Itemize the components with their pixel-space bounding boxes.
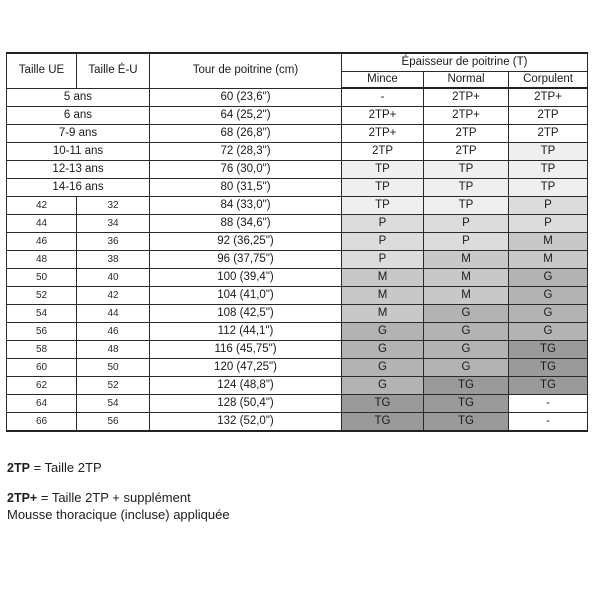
cell-us-size: 46 xyxy=(77,323,150,341)
cell-size-thin: G xyxy=(342,377,424,395)
cell-size-normal: 2TP xyxy=(424,143,509,161)
cell-chest: 68 (26,8") xyxy=(150,125,342,143)
cell-size-stout: G xyxy=(509,269,588,287)
cell-size-stout: TP xyxy=(509,179,588,197)
cell-us-size: 48 xyxy=(77,341,150,359)
cell-us-size: 38 xyxy=(77,251,150,269)
cell-eu-size: 56 xyxy=(7,323,77,341)
cell-chest: 96 (37,75") xyxy=(150,251,342,269)
cell-size-normal: TP xyxy=(424,197,509,215)
cell-size-thin: 2TP+ xyxy=(342,107,424,125)
cell-eu-size: 44 xyxy=(7,215,77,233)
cell-chest: 112 (44,1") xyxy=(150,323,342,341)
cell-size-stout: P xyxy=(509,197,588,215)
cell-size-normal: M xyxy=(424,269,509,287)
cell-size-normal: P xyxy=(424,233,509,251)
cell-chest: 92 (36,25") xyxy=(150,233,342,251)
cell-eu-size: 66 xyxy=(7,413,77,432)
table-row xyxy=(7,305,588,323)
table-row xyxy=(7,125,588,143)
cell-size-thin: TP xyxy=(342,179,424,197)
legend-2tp-text: = Taille 2TP xyxy=(33,460,102,475)
cell-eu-size: 52 xyxy=(7,287,77,305)
legend-2tp-plus-text: = Taille 2TP + supplément xyxy=(40,490,191,505)
cell-eu-size: 58 xyxy=(7,341,77,359)
cell-size-stout: 2TP xyxy=(509,107,588,125)
cell-size-normal: G xyxy=(424,323,509,341)
cell-age: 7-9 ans xyxy=(7,125,150,143)
cell-size-thin: 2TP xyxy=(342,143,424,161)
cell-size-stout: TG xyxy=(509,359,588,377)
cell-eu-size: 60 xyxy=(7,359,77,377)
cell-size-normal: G xyxy=(424,341,509,359)
cell-size-normal: G xyxy=(424,359,509,377)
cell-size-normal: P xyxy=(424,215,509,233)
cell-chest: 100 (39,4") xyxy=(150,269,342,287)
cell-us-size: 36 xyxy=(77,233,150,251)
cell-size-stout: 2TP+ xyxy=(509,88,588,107)
cell-chest: 128 (50,4") xyxy=(150,395,342,413)
cell-us-size: 56 xyxy=(77,413,150,432)
cell-chest: 116 (45,75") xyxy=(150,341,342,359)
cell-size-thin: M xyxy=(342,269,424,287)
table-row xyxy=(7,215,588,233)
cell-us-size: 34 xyxy=(77,215,150,233)
cell-chest: 80 (31,5") xyxy=(150,179,342,197)
cell-size-thin: - xyxy=(342,88,424,107)
cell-size-stout: TG xyxy=(509,377,588,395)
cell-size-stout: G xyxy=(509,287,588,305)
cell-size-stout: 2TP xyxy=(509,125,588,143)
cell-size-normal: TP xyxy=(424,161,509,179)
cell-size-stout: TG xyxy=(509,341,588,359)
table-row xyxy=(7,88,588,107)
cell-eu-size: 62 xyxy=(7,377,77,395)
cell-size-normal: TG xyxy=(424,377,509,395)
cell-size-stout: M xyxy=(509,233,588,251)
cell-chest: 88 (34,6") xyxy=(150,215,342,233)
table-row xyxy=(7,323,588,341)
table-row xyxy=(7,359,588,377)
table-row xyxy=(7,233,588,251)
table-row xyxy=(7,143,588,161)
cell-size-stout: TP xyxy=(509,161,588,179)
cell-size-stout: M xyxy=(509,251,588,269)
header-chest-thickness: Épaisseur de poitrine (T) xyxy=(342,53,588,72)
table-row xyxy=(7,197,588,215)
cell-us-size: 40 xyxy=(77,269,150,287)
legend-2tp-plus-code: 2TP+ xyxy=(7,491,38,505)
cell-chest: 132 (52,0") xyxy=(150,413,342,432)
table-row xyxy=(7,341,588,359)
cell-size-stout: TP xyxy=(509,143,588,161)
cell-size-thin: G xyxy=(342,341,424,359)
header-us-size: Taille É-U xyxy=(77,53,150,88)
cell-size-normal: 2TP xyxy=(424,125,509,143)
size-chart-table xyxy=(6,52,588,432)
cell-size-thin: TG xyxy=(342,413,424,432)
table-row xyxy=(7,377,588,395)
cell-size-normal: 2TP+ xyxy=(424,107,509,125)
header-eu-size: Taille UE xyxy=(7,53,77,88)
cell-chest: 76 (30,0") xyxy=(150,161,342,179)
cell-size-thin: P xyxy=(342,233,424,251)
cell-size-thin: P xyxy=(342,215,424,233)
header-chest-circumference: Tour de poitrine (cm) xyxy=(150,53,342,88)
cell-us-size: 54 xyxy=(77,395,150,413)
cell-size-stout: - xyxy=(509,413,588,432)
cell-size-thin: G xyxy=(342,323,424,341)
cell-size-normal: 2TP+ xyxy=(424,88,509,107)
cell-chest: 108 (42,5") xyxy=(150,305,342,323)
cell-age: 12-13 ans xyxy=(7,161,150,179)
legend-2tp xyxy=(7,460,102,475)
cell-size-normal: M xyxy=(424,287,509,305)
cell-size-thin: TG xyxy=(342,395,424,413)
table-row xyxy=(7,251,588,269)
header-normal: Normal xyxy=(424,72,509,89)
cell-size-stout: - xyxy=(509,395,588,413)
cell-size-normal: M xyxy=(424,251,509,269)
cell-us-size: 42 xyxy=(77,287,150,305)
cell-age: 5 ans xyxy=(7,88,150,107)
cell-size-thin: G xyxy=(342,359,424,377)
cell-size-stout: P xyxy=(509,215,588,233)
cell-age: 14-16 ans xyxy=(7,179,150,197)
cell-chest: 84 (33,0") xyxy=(150,197,342,215)
header-stout: Corpulent xyxy=(509,72,588,89)
cell-us-size: 52 xyxy=(77,377,150,395)
cell-chest: 124 (48,8") xyxy=(150,377,342,395)
cell-size-thin: M xyxy=(342,287,424,305)
header-thin: Mince xyxy=(342,72,424,89)
cell-eu-size: 42 xyxy=(7,197,77,215)
cell-age: 6 ans xyxy=(7,107,150,125)
cell-age: 10-11 ans xyxy=(7,143,150,161)
table-row xyxy=(7,107,588,125)
cell-size-stout: G xyxy=(509,305,588,323)
cell-size-thin: M xyxy=(342,305,424,323)
cell-us-size: 32 xyxy=(77,197,150,215)
cell-us-size: 50 xyxy=(77,359,150,377)
legend-2tp-code: 2TP xyxy=(7,461,30,475)
table-row xyxy=(7,179,588,197)
cell-us-size: 44 xyxy=(77,305,150,323)
cell-chest: 64 (25,2") xyxy=(150,107,342,125)
legend-2tp-plus xyxy=(7,490,191,505)
cell-size-normal: G xyxy=(424,305,509,323)
legend-foam-note: Mousse thoracique (incluse) appliquée xyxy=(7,507,230,522)
cell-eu-size: 48 xyxy=(7,251,77,269)
cell-chest: 104 (41,0") xyxy=(150,287,342,305)
cell-chest: 60 (23,6") xyxy=(150,88,342,107)
cell-size-thin: P xyxy=(342,251,424,269)
table-row xyxy=(7,161,588,179)
cell-size-normal: TG xyxy=(424,413,509,432)
cell-size-normal: TG xyxy=(424,395,509,413)
table-body xyxy=(7,88,588,431)
cell-eu-size: 46 xyxy=(7,233,77,251)
cell-size-stout: G xyxy=(509,323,588,341)
cell-size-thin: TP xyxy=(342,161,424,179)
table-row xyxy=(7,413,588,432)
cell-size-thin: TP xyxy=(342,197,424,215)
cell-eu-size: 54 xyxy=(7,305,77,323)
table-row xyxy=(7,395,588,413)
table-row xyxy=(7,269,588,287)
table-row xyxy=(7,287,588,305)
cell-chest: 120 (47,25") xyxy=(150,359,342,377)
cell-size-normal: TP xyxy=(424,179,509,197)
cell-eu-size: 64 xyxy=(7,395,77,413)
cell-chest: 72 (28,3") xyxy=(150,143,342,161)
cell-size-thin: 2TP+ xyxy=(342,125,424,143)
cell-eu-size: 50 xyxy=(7,269,77,287)
